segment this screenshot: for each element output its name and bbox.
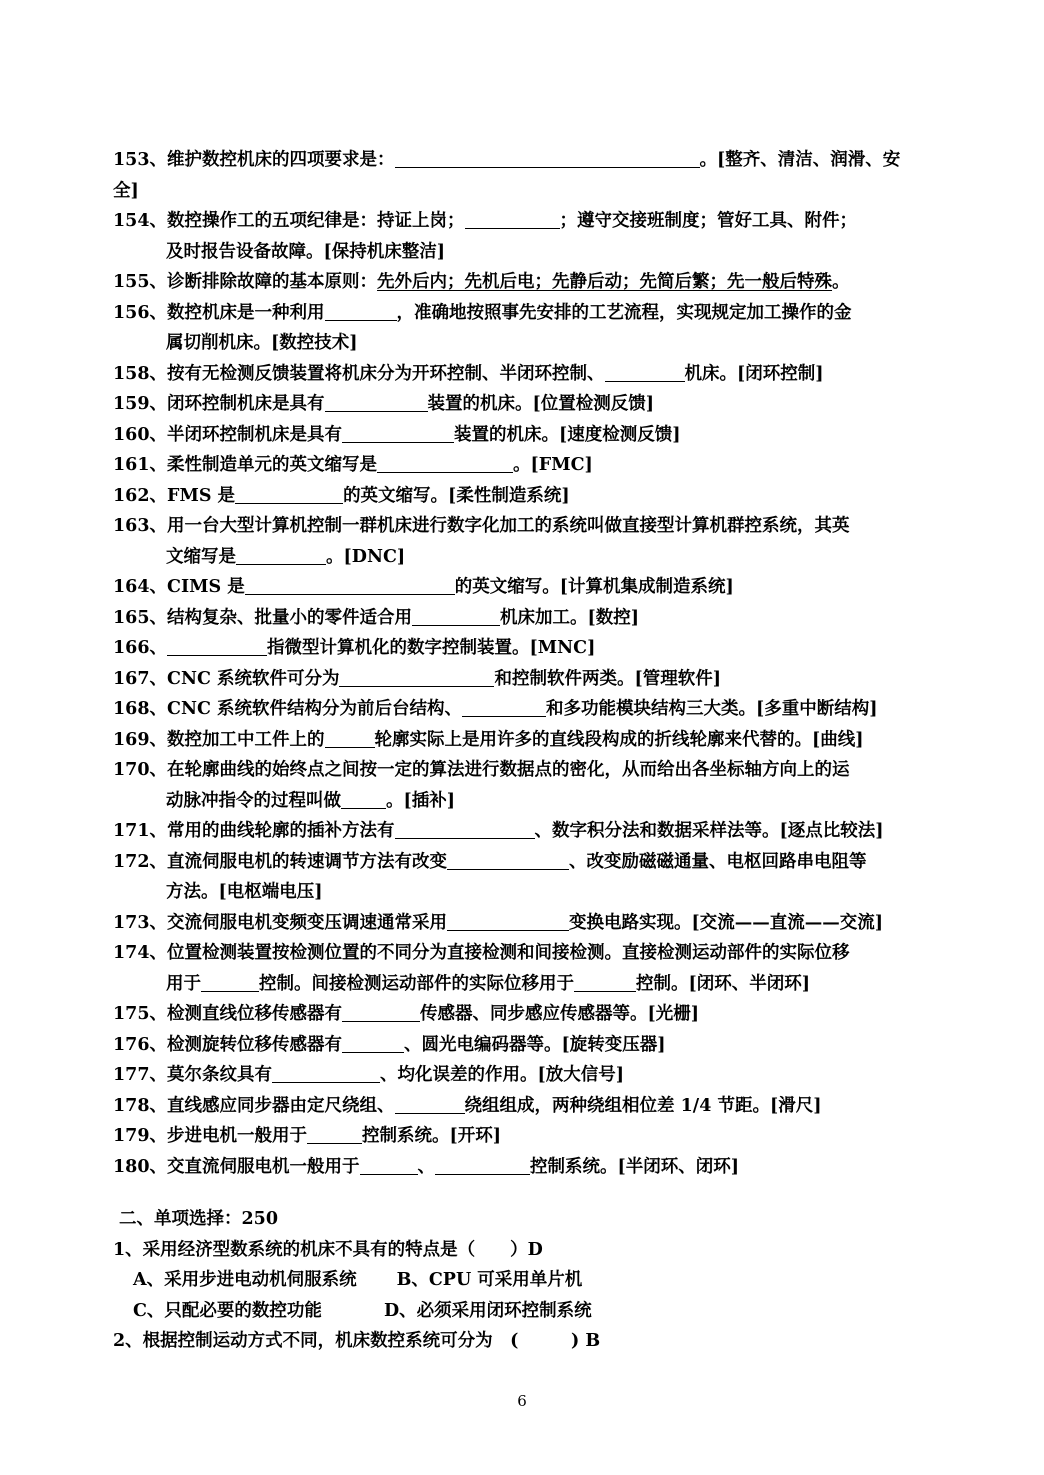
item-text: 控制系统。[开环]	[362, 1126, 502, 1146]
item-text: 属切削机床。[数控技术]	[166, 333, 358, 353]
question-2: 2、根据控制运动方式不同，机床数控系统可分为 ( ) B	[113, 1331, 601, 1351]
answer-blank[interactable]	[235, 483, 343, 504]
spacer	[113, 1182, 993, 1204]
item-text: 用一台大型计算机控制一群机床进行数字化加工的系统叫做直接型计算机群控系统，其英	[167, 516, 850, 536]
answer-blank[interactable]	[341, 788, 386, 809]
list-item	[113, 938, 993, 969]
list-item-continuation	[113, 176, 993, 207]
item-text: 、	[417, 1156, 436, 1177]
item-text: 和控制软件两类。[管理软件]	[494, 668, 722, 689]
item-number: 178、	[113, 1095, 168, 1116]
option-d[interactable]: D、必须采用闭环控制系统	[383, 1300, 592, 1321]
item-text: 直流伺服电机的转速调节方法有改变	[167, 851, 448, 872]
item-number: 167、	[113, 668, 168, 689]
list-item	[113, 1091, 993, 1122]
answer-blank[interactable]	[167, 635, 267, 656]
answer-blank[interactable]	[325, 727, 375, 748]
item-number: 170、	[113, 760, 168, 780]
list-item	[113, 847, 993, 878]
item-number: 164、	[113, 577, 168, 597]
item-text: 方法。[电枢端电压]	[166, 882, 323, 902]
list-item-continuation	[113, 969, 993, 1000]
list-item	[113, 420, 993, 451]
section-title: 二、单项选择：250	[119, 1209, 279, 1229]
item-number: 173、	[113, 912, 168, 933]
answer-blank[interactable]	[435, 1154, 530, 1175]
item-text: ，准确地按照事先安排的工艺流程，实现规定加工操作的金	[396, 302, 852, 323]
item-number: 176、	[113, 1034, 168, 1055]
list-item	[113, 389, 993, 420]
item-number: 168、	[113, 699, 168, 719]
answer-blank[interactable]	[245, 574, 455, 595]
option-c[interactable]: C、只配必要的数控功能	[133, 1300, 322, 1321]
item-text: 控制。[闭环、半闭环]	[636, 973, 811, 994]
answer-blank[interactable]	[342, 1001, 420, 1022]
answer-blank[interactable]	[342, 1032, 404, 1053]
item-number: 177、	[113, 1065, 168, 1085]
item-number: 161、	[113, 455, 168, 475]
item-text: 步进电机一般用于	[167, 1126, 308, 1146]
item-number: 156、	[113, 302, 168, 323]
item-text: 在轮廓曲线的始终点之间按一定的算法进行数据点的密化，从而给出各坐标轴方向上的运	[167, 760, 850, 780]
list-item	[113, 298, 993, 329]
list-item	[113, 633, 993, 664]
item-number: 174、	[113, 943, 168, 963]
item-text: 检测旋转位移传感器有	[167, 1034, 343, 1055]
list-item	[113, 664, 993, 695]
item-text: 装置的机床。[位置检测反馈]	[427, 394, 655, 414]
question-list	[113, 145, 993, 1357]
item-text: 交直流伺服电机一般用于	[167, 1156, 360, 1177]
item-text: 指微型计算机化的数字控制装置。[MNC]	[267, 638, 596, 658]
answer-blank[interactable]	[412, 605, 500, 626]
list-item	[113, 481, 993, 512]
item-number: 165、	[113, 607, 168, 628]
list-item	[113, 1030, 993, 1061]
item-text: 、改变励磁磁通量、电枢回路串电阻等	[569, 851, 867, 872]
item-text: 全]	[113, 180, 139, 201]
item-text: 结构复杂、批量小的零件适合用	[167, 607, 413, 628]
answer-blank[interactable]	[447, 910, 569, 931]
option-a[interactable]: A、采用步进电动机伺服系统	[133, 1270, 357, 1290]
item-text: 。	[832, 272, 850, 292]
item-number: 158、	[113, 363, 168, 384]
question-1-options-row-1	[113, 1265, 993, 1296]
item-number: 175、	[113, 1004, 168, 1024]
list-item	[113, 725, 993, 756]
question-1: 1、采用经济型数系统的机床不具有的特点是（ ）D	[113, 1239, 543, 1260]
item-text: FMS 是	[167, 485, 236, 506]
item-text: 文缩写是	[166, 546, 236, 567]
underlined-answer: 先外后内；先机后电；先静后动；先简后繁；先一般后特殊	[377, 272, 833, 292]
answer-blank[interactable]	[339, 666, 494, 687]
item-text: 及时报告设备故障。[保持机床整洁]	[166, 241, 446, 262]
answer-blank[interactable]	[395, 818, 535, 839]
answer-blank[interactable]	[465, 208, 560, 229]
answer-blank[interactable]	[574, 971, 636, 992]
option-b[interactable]: B、CPU 可采用单片机	[396, 1270, 583, 1290]
item-text: 诊断排除故障的基本原则：	[167, 272, 378, 292]
item-text: 机床。[闭环控制]	[684, 363, 824, 384]
item-text: 数控加工中工件上的	[167, 729, 325, 750]
item-text: 用于	[166, 973, 201, 994]
list-item-continuation	[113, 877, 993, 908]
list-item	[113, 450, 993, 481]
answer-blank[interactable]	[236, 544, 326, 565]
list-item-continuation	[113, 328, 993, 359]
list-item	[113, 267, 993, 298]
item-text: 装置的机床。[速度检测反馈]	[454, 424, 681, 445]
item-text: 半闭环控制机床是具有	[167, 424, 343, 445]
item-text: 常用的曲线轮廓的插补方法有	[167, 821, 395, 841]
list-item	[113, 1060, 993, 1091]
item-text: 的英文缩写。[柔性制造系统]	[343, 485, 570, 506]
list-item	[113, 999, 993, 1030]
answer-blank[interactable]	[395, 1093, 465, 1114]
item-text: 。[插补]	[386, 790, 456, 811]
item-number: 179、	[113, 1126, 168, 1146]
list-item	[113, 1152, 993, 1183]
item-text: 检测直线位移传感器有	[167, 1004, 343, 1024]
item-text: 莫尔条纹具有	[167, 1065, 273, 1085]
item-text: CIMS 是	[167, 577, 245, 597]
item-number: 160、	[113, 424, 168, 445]
item-text: 直线感应同步器由定尺绕组、	[167, 1095, 395, 1116]
item-text: 控制系统。[半闭环、闭环]	[530, 1156, 740, 1177]
item-number: 172、	[113, 851, 168, 872]
item-number: 163、	[113, 516, 168, 536]
answer-blank[interactable]	[360, 1154, 418, 1175]
item-text: 的英文缩写。[计算机集成制造系统]	[454, 577, 734, 597]
item-text: CNC 系统软件可分为	[167, 668, 340, 689]
page-number: 6	[517, 1392, 527, 1410]
item-number: 154、	[113, 211, 168, 231]
answer-blank[interactable]	[325, 391, 428, 412]
list-item-continuation	[113, 237, 993, 268]
list-item-continuation	[113, 542, 993, 573]
item-text: 动脉冲指令的过程叫做	[166, 790, 341, 811]
item-number: 159、	[113, 394, 168, 414]
item-number: 180、	[113, 1156, 168, 1177]
item-text: 维护数控机床的四项要求是：	[167, 150, 395, 170]
item-text: 机床加工。[数控]	[500, 607, 640, 628]
list-item-continuation	[113, 786, 993, 817]
list-item	[113, 206, 993, 237]
list-item	[113, 908, 993, 939]
item-number: 155、	[113, 272, 168, 292]
item-text: 。[整齐、清洁、润滑、安	[699, 150, 901, 170]
item-text: 控制。间接检测运动部件的实际位移用于	[259, 973, 574, 994]
answer-blank[interactable]	[447, 849, 569, 870]
question-1-options-row-2	[113, 1296, 993, 1327]
item-text: 传感器、同步感应传感器等。[光栅]	[420, 1004, 700, 1024]
list-item	[113, 755, 993, 786]
list-item	[113, 1121, 993, 1152]
item-text: 闭环控制机床是具有	[167, 394, 325, 414]
item-number: 162、	[113, 485, 168, 506]
item-text: ；遵守交接班制度；管好工具、附件；	[559, 211, 858, 231]
item-text: 、圆光电编码器等。[旋转变压器]	[404, 1034, 666, 1055]
answer-blank[interactable]	[325, 300, 397, 321]
item-text: CNC 系统软件结构分为前后台结构、	[167, 699, 462, 719]
answer-blank[interactable]	[307, 1123, 362, 1144]
answer-blank[interactable]	[605, 361, 685, 382]
list-item	[113, 359, 993, 390]
answer-blank[interactable]	[462, 696, 546, 717]
answer-blank[interactable]	[201, 971, 259, 992]
item-number: 169、	[113, 729, 168, 750]
item-text: 。[DNC]	[326, 546, 406, 567]
item-number: 171、	[113, 821, 168, 841]
item-text: 交流伺服电机变频变压调速通常采用	[167, 912, 448, 933]
list-item	[113, 816, 993, 847]
list-item	[113, 145, 993, 176]
item-text: 数控操作工的五项纪律是：持证上岗；	[167, 211, 465, 231]
item-text: 柔性制造单元的英文缩写是	[167, 455, 378, 475]
item-text: 按有无检测反馈装置将机床分为开环控制、半闭环控制、	[167, 363, 605, 384]
list-item	[113, 694, 993, 725]
answer-blank[interactable]	[342, 422, 454, 443]
item-number: 166、	[113, 638, 168, 658]
item-text: 数控机床是一种利用	[167, 302, 325, 323]
item-text: 位置检测装置按检测位置的不同分为直接检测和间接检测。直接检测运动部件的实际位移	[167, 943, 850, 963]
answer-blank[interactable]	[377, 452, 513, 473]
item-number: 153、	[113, 150, 168, 170]
answer-blank[interactable]	[272, 1062, 380, 1083]
answer-blank[interactable]	[395, 147, 700, 168]
item-text: 和多功能模块结构三大类。[多重中断结构]	[545, 699, 878, 719]
item-text: 绕组组成，两种绕组相位差 1/4 节距。[滑尺]	[464, 1095, 822, 1116]
item-text: 变换电路实现。[交流——直流——交流]	[569, 912, 884, 933]
item-text: 、数字积分法和数据采样法等。[逐点比较法]	[534, 821, 884, 841]
item-text: 。[FMC]	[513, 455, 593, 475]
list-item	[113, 603, 993, 634]
list-item	[113, 511, 993, 542]
list-item	[113, 572, 993, 603]
item-text: 、均化误差的作用。[放大信号]	[380, 1065, 625, 1085]
item-text: 轮廓实际上是用许多的直线段构成的折线轮廓来代替的。[曲线]	[374, 729, 864, 750]
